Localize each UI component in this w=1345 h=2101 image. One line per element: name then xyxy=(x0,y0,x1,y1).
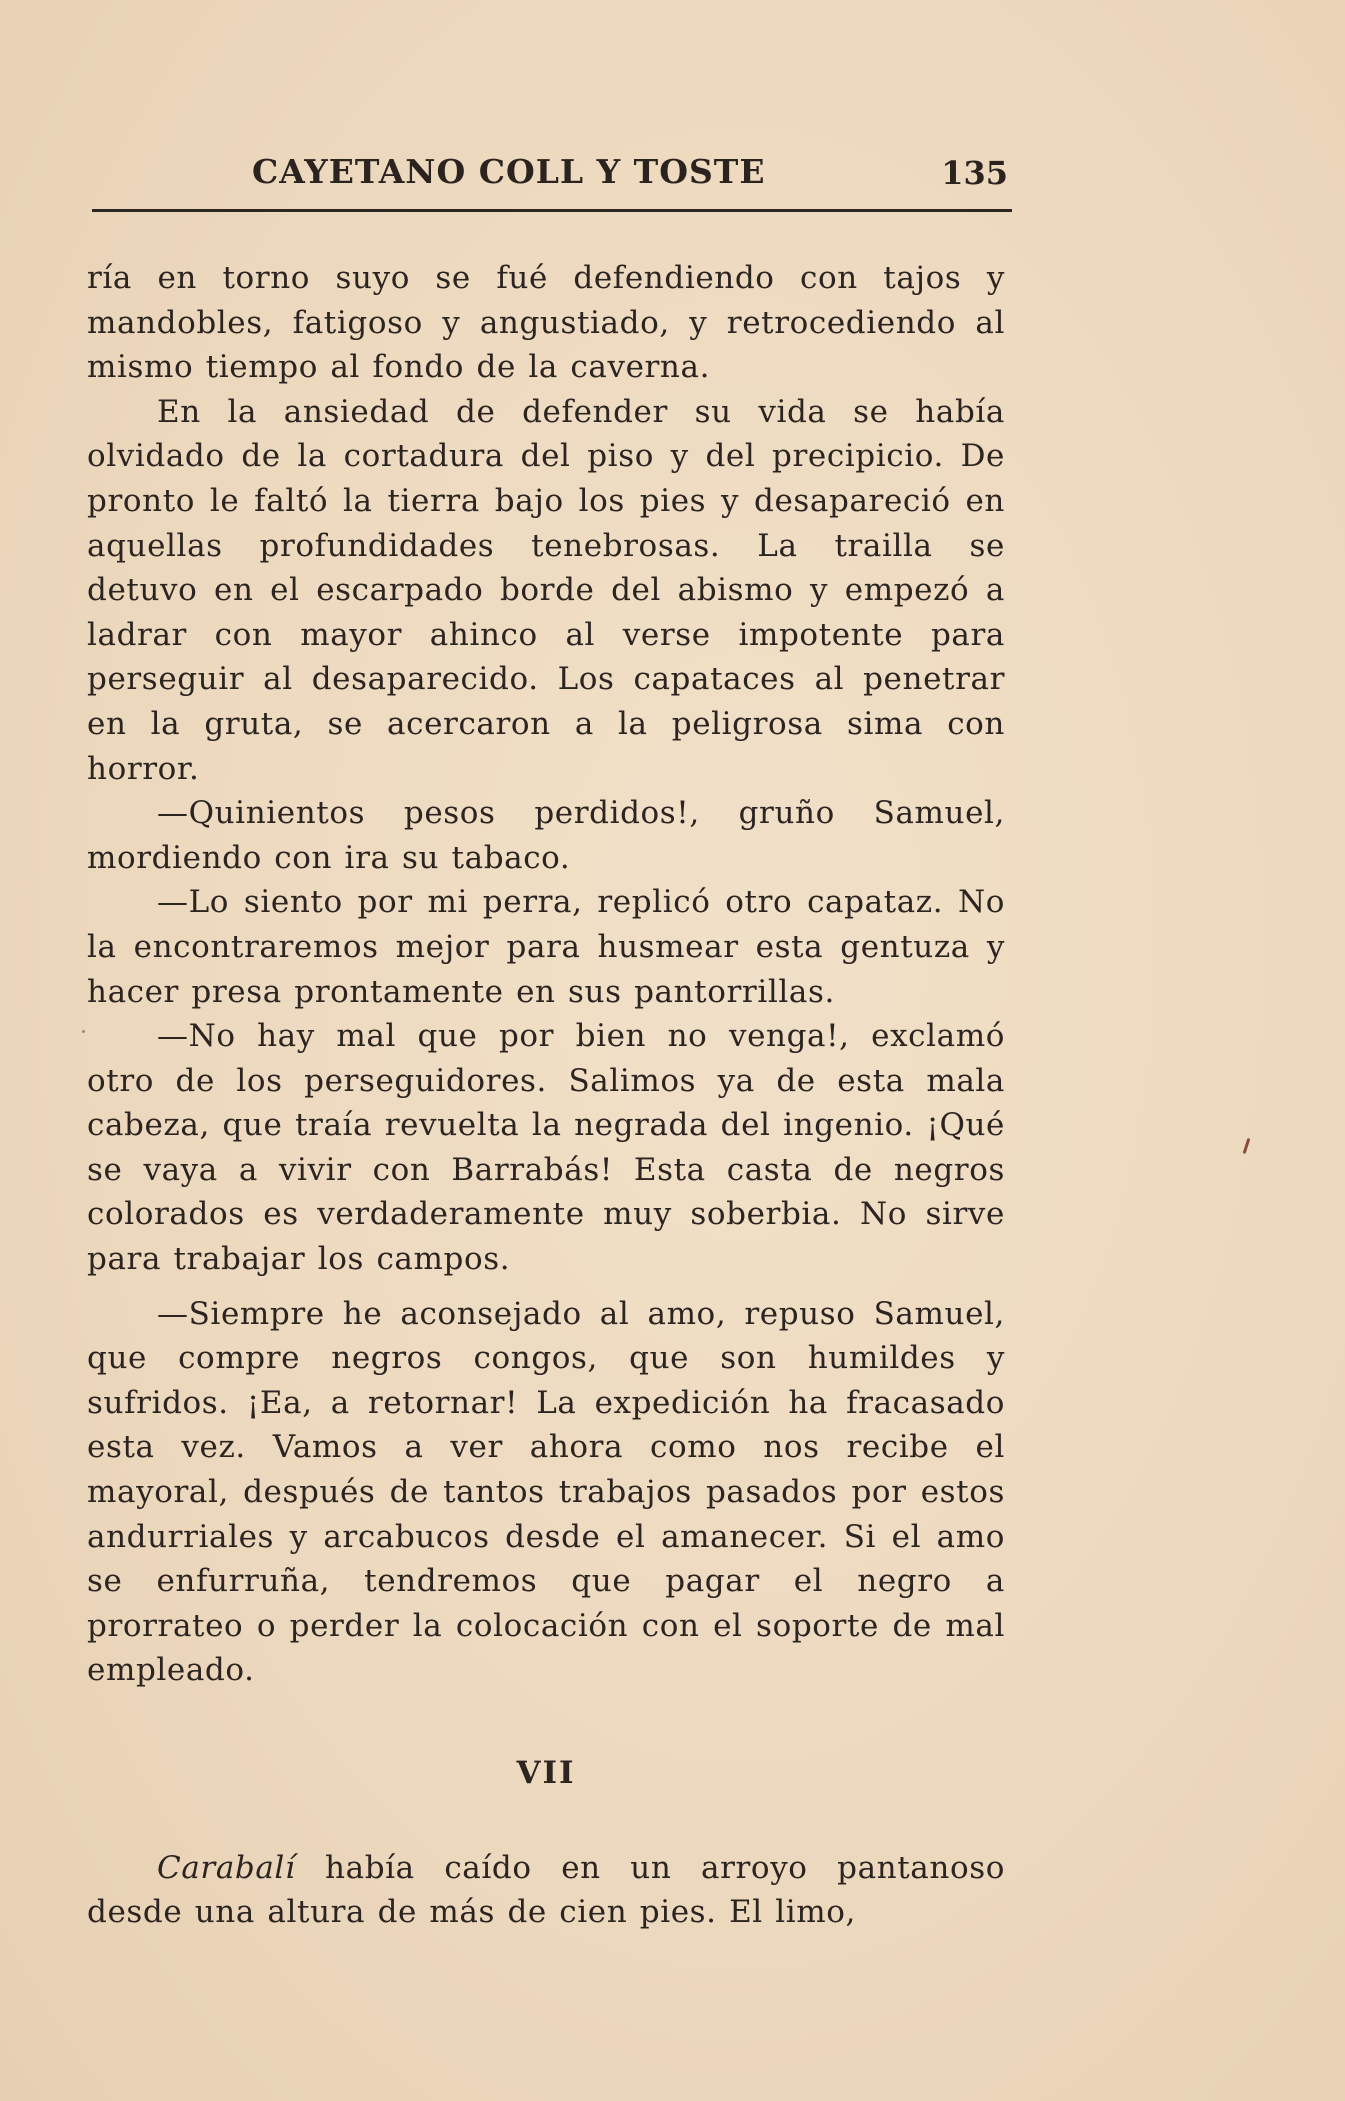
running-title: CAYETANO COLL Y TOSTE xyxy=(252,152,766,191)
ink-speck xyxy=(82,1030,85,1033)
paragraph-text: había caído en un arroyo pantanoso desde una altura de más de cien pies. El limo, xyxy=(87,1849,1005,1931)
page-number: 135 xyxy=(941,154,1008,192)
section-heading: VII xyxy=(516,1755,576,1791)
italic-name: Carabalí xyxy=(157,1849,296,1886)
paragraph: —Lo siento por mi perra, replicó otro capataz. No la encontraremos mejor para husmear esta gentuza y hacer presa prontamente en sus pantorrillas. xyxy=(87,884,1005,1010)
paragraph: En la ansiedad de defender su vida se había olvidado de la cortadura del piso y del precipicio. De pronto le faltó la tierra bajo los pies y desapareció en aquellas profundidades tenebrosas. La trailla se detuvo en el escarpado borde del abismo y empezó a ladrar con mayor ahinco al verse impotente para perseguir al desaparecido. Los capataces al penetrar en la gruta, se acercaron a la peligrosa sima con horror. xyxy=(87,393,1005,787)
paragraph: —Quinientos pesos perdidos!, gruño Samuel, mordiendo con ira su tabaco. xyxy=(87,795,1005,876)
paragraph: ría en torno suyo se fué defendiendo con tajos y mandobles, fatigoso y angustiado, y retrocediendo al mismo tiempo al fondo de la caverna. xyxy=(87,260,1005,386)
ink-speck xyxy=(1243,1138,1251,1154)
paragraph xyxy=(87,1846,1005,1935)
body-text xyxy=(87,256,1005,1935)
page-header xyxy=(92,152,1012,212)
paragraph: —Siempre he aconsejado al amo, repuso Samuel, que compre negros congos, que son humildes y sufridos. ¡Ea, a retornar! La expedición ha fracasado esta vez. Vamos a ver ahora como nos recibe el mayoral, después de tantos trabajos pasados por estos andurriales y arcabucos desde el amanecer. Si el amo se enfurruña, tendremos que pagar el negro a prorrateo o perder la colocación con el soporte de mal empleado. xyxy=(87,1295,1005,1689)
header-rule xyxy=(92,209,1012,212)
paragraph: —No hay mal que por bien no venga!, exclamó otro de los perseguidores. Salimos ya de esta mala cabeza, que traía revuelta la negrada del ingenio. ¡Qué se vaya a vivir con Barrabás! Esta casta de negros colorados es verdaderamente muy soberbia. No sirve para trabajar los campos. xyxy=(87,1018,1005,1278)
